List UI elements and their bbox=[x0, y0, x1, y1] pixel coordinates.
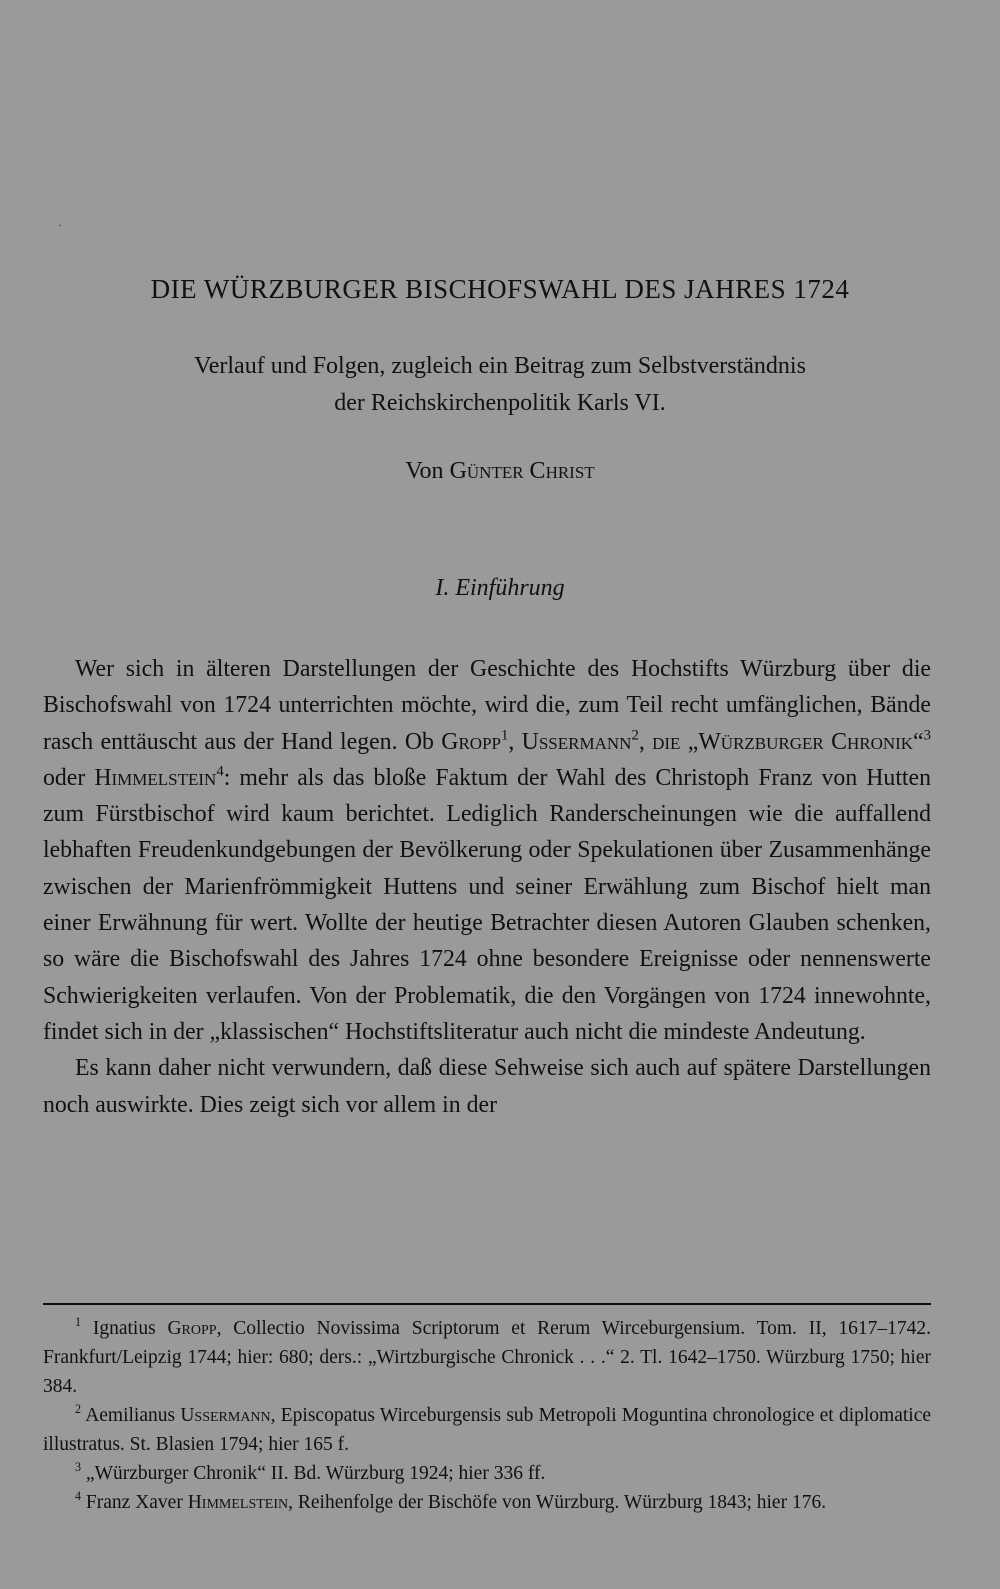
footnote-number: 4 bbox=[75, 1489, 82, 1504]
author-prefix: Von bbox=[405, 458, 450, 484]
subtitle-line-2: der Reichskirchenpolitik Karls VI. bbox=[334, 390, 666, 416]
author-byline bbox=[60, 458, 940, 485]
footnote-divider bbox=[43, 1303, 931, 1305]
paragraph-1 bbox=[43, 651, 931, 1050]
paragraph-1-part-3: oder bbox=[43, 764, 95, 791]
footnote-ref-3: 3 bbox=[923, 727, 931, 744]
footnote-author: Himmelstein bbox=[187, 1492, 289, 1513]
footnote-4 bbox=[43, 1488, 931, 1517]
footnote-ref-4: 4 bbox=[216, 763, 224, 780]
footnote-text: , Episcopatus Wirceburgensis sub Metropoli Moguntina chronologice et diplomatice illustratus. St. Blasien 1794; hier 165 f. bbox=[43, 1405, 932, 1455]
author-ref-himmelstein: Himmelstein bbox=[94, 764, 217, 791]
footnote-ref-1: 1 bbox=[501, 727, 509, 744]
footnote-text: „Würzburger Chronik“ II. Bd. Würzburg 1924; hier 336 ff. bbox=[81, 1463, 546, 1484]
article-title: DIE WÜRZBURGER BISCHOFSWAHL DES JAHRES 1724 bbox=[150, 274, 850, 304]
paragraph-1-part-2: , die „Würzburger Chronik“ bbox=[638, 728, 924, 755]
footnote-author: Ussermann bbox=[180, 1405, 271, 1426]
author-ref-gropp: Gropp bbox=[441, 728, 501, 755]
paragraph-1-part-1: Wer sich in älteren Darstellungen der Geschichte des Hochstifts Würzburg über die Bischofswahl von 1724 unterrichten möchte, wird die, zum Teil recht umfänglichen, Bände rasch enttäuscht aus der Hand legen. Ob bbox=[43, 656, 931, 755]
footnote-1 bbox=[43, 1314, 931, 1401]
footnote-lead: Aemilianus bbox=[81, 1405, 181, 1426]
footnote-text: , Reihenfolge der Bischöfe von Würzburg. Würzburg 1843; hier 176. bbox=[288, 1492, 827, 1513]
paragraph-2: Es kann daher nicht verwundern, daß diese Sehweise sich auch auf spätere Darstellungen noch auswirkte. Dies zeigt sich vor allem in der bbox=[43, 1055, 931, 1118]
footnote-ref-2: 2 bbox=[631, 727, 639, 744]
article-subtitle bbox=[60, 348, 940, 422]
footnote-2 bbox=[43, 1401, 931, 1459]
section-heading: I. Einführung bbox=[435, 575, 565, 601]
footnote-text: , Collectio Novissima Scriptorum et Rerum Wirceburgensium. Tom. II, 1617–1742. Frankfurt/Leipzig 1744; hier: 680; ders.: „Wirtzburgische Chronick . . .“ 2. Tl. 1642–1750. Würzburg 1750; hier 384. bbox=[43, 1318, 931, 1397]
paragraph-1-part-4: : mehr als das bloße Faktum der Wahl des Christoph Franz von Hutten zum Fürstbischof wird kaum berichtet. Lediglich Randerscheinungen wie die auffallend lebhaften Freudenkundgebungen der Bevölkerung oder Spekulationen über Zusammenhänge zwischen der Marienfrömmigkeit Huttens und seiner Erwählung zum Bischof hielt man einer Erwähnung für wert. Wollte der heutige Betrachter diesen Autoren Glauben schenken, so wäre die Bischofswahl des Jahres 1724 ohne besondere Ereignisse oder nennenswerte Schwierigkeiten verlaufen. Von der Problematik, die den Vorgängen von 1724 innewohnte, findet sich in der „klassischen“ Hochstiftsliteratur auch nicht die mindeste Andeutung. bbox=[43, 764, 932, 1045]
footnote-number: 1 bbox=[75, 1315, 82, 1330]
subtitle-line-1: Verlauf und Folgen, zugleich ein Beitrag zum Selbstverständnis bbox=[194, 353, 806, 379]
footnote-number: 2 bbox=[75, 1402, 82, 1417]
paragraph-1-comma: , bbox=[508, 728, 522, 755]
footnote-lead: Ignatius bbox=[81, 1318, 168, 1339]
footnote-number: 3 bbox=[75, 1460, 82, 1475]
footnote-author: Gropp bbox=[167, 1318, 217, 1339]
author-ref-ussermann: Ussermann bbox=[521, 728, 632, 755]
footnote-lead: Franz Xaver bbox=[81, 1492, 188, 1513]
stray-mark: ˎ bbox=[58, 213, 62, 227]
footnote-3 bbox=[43, 1459, 931, 1488]
author-name: Günter Christ bbox=[449, 458, 595, 484]
footnotes bbox=[43, 1314, 931, 1517]
body-text bbox=[43, 651, 931, 1123]
